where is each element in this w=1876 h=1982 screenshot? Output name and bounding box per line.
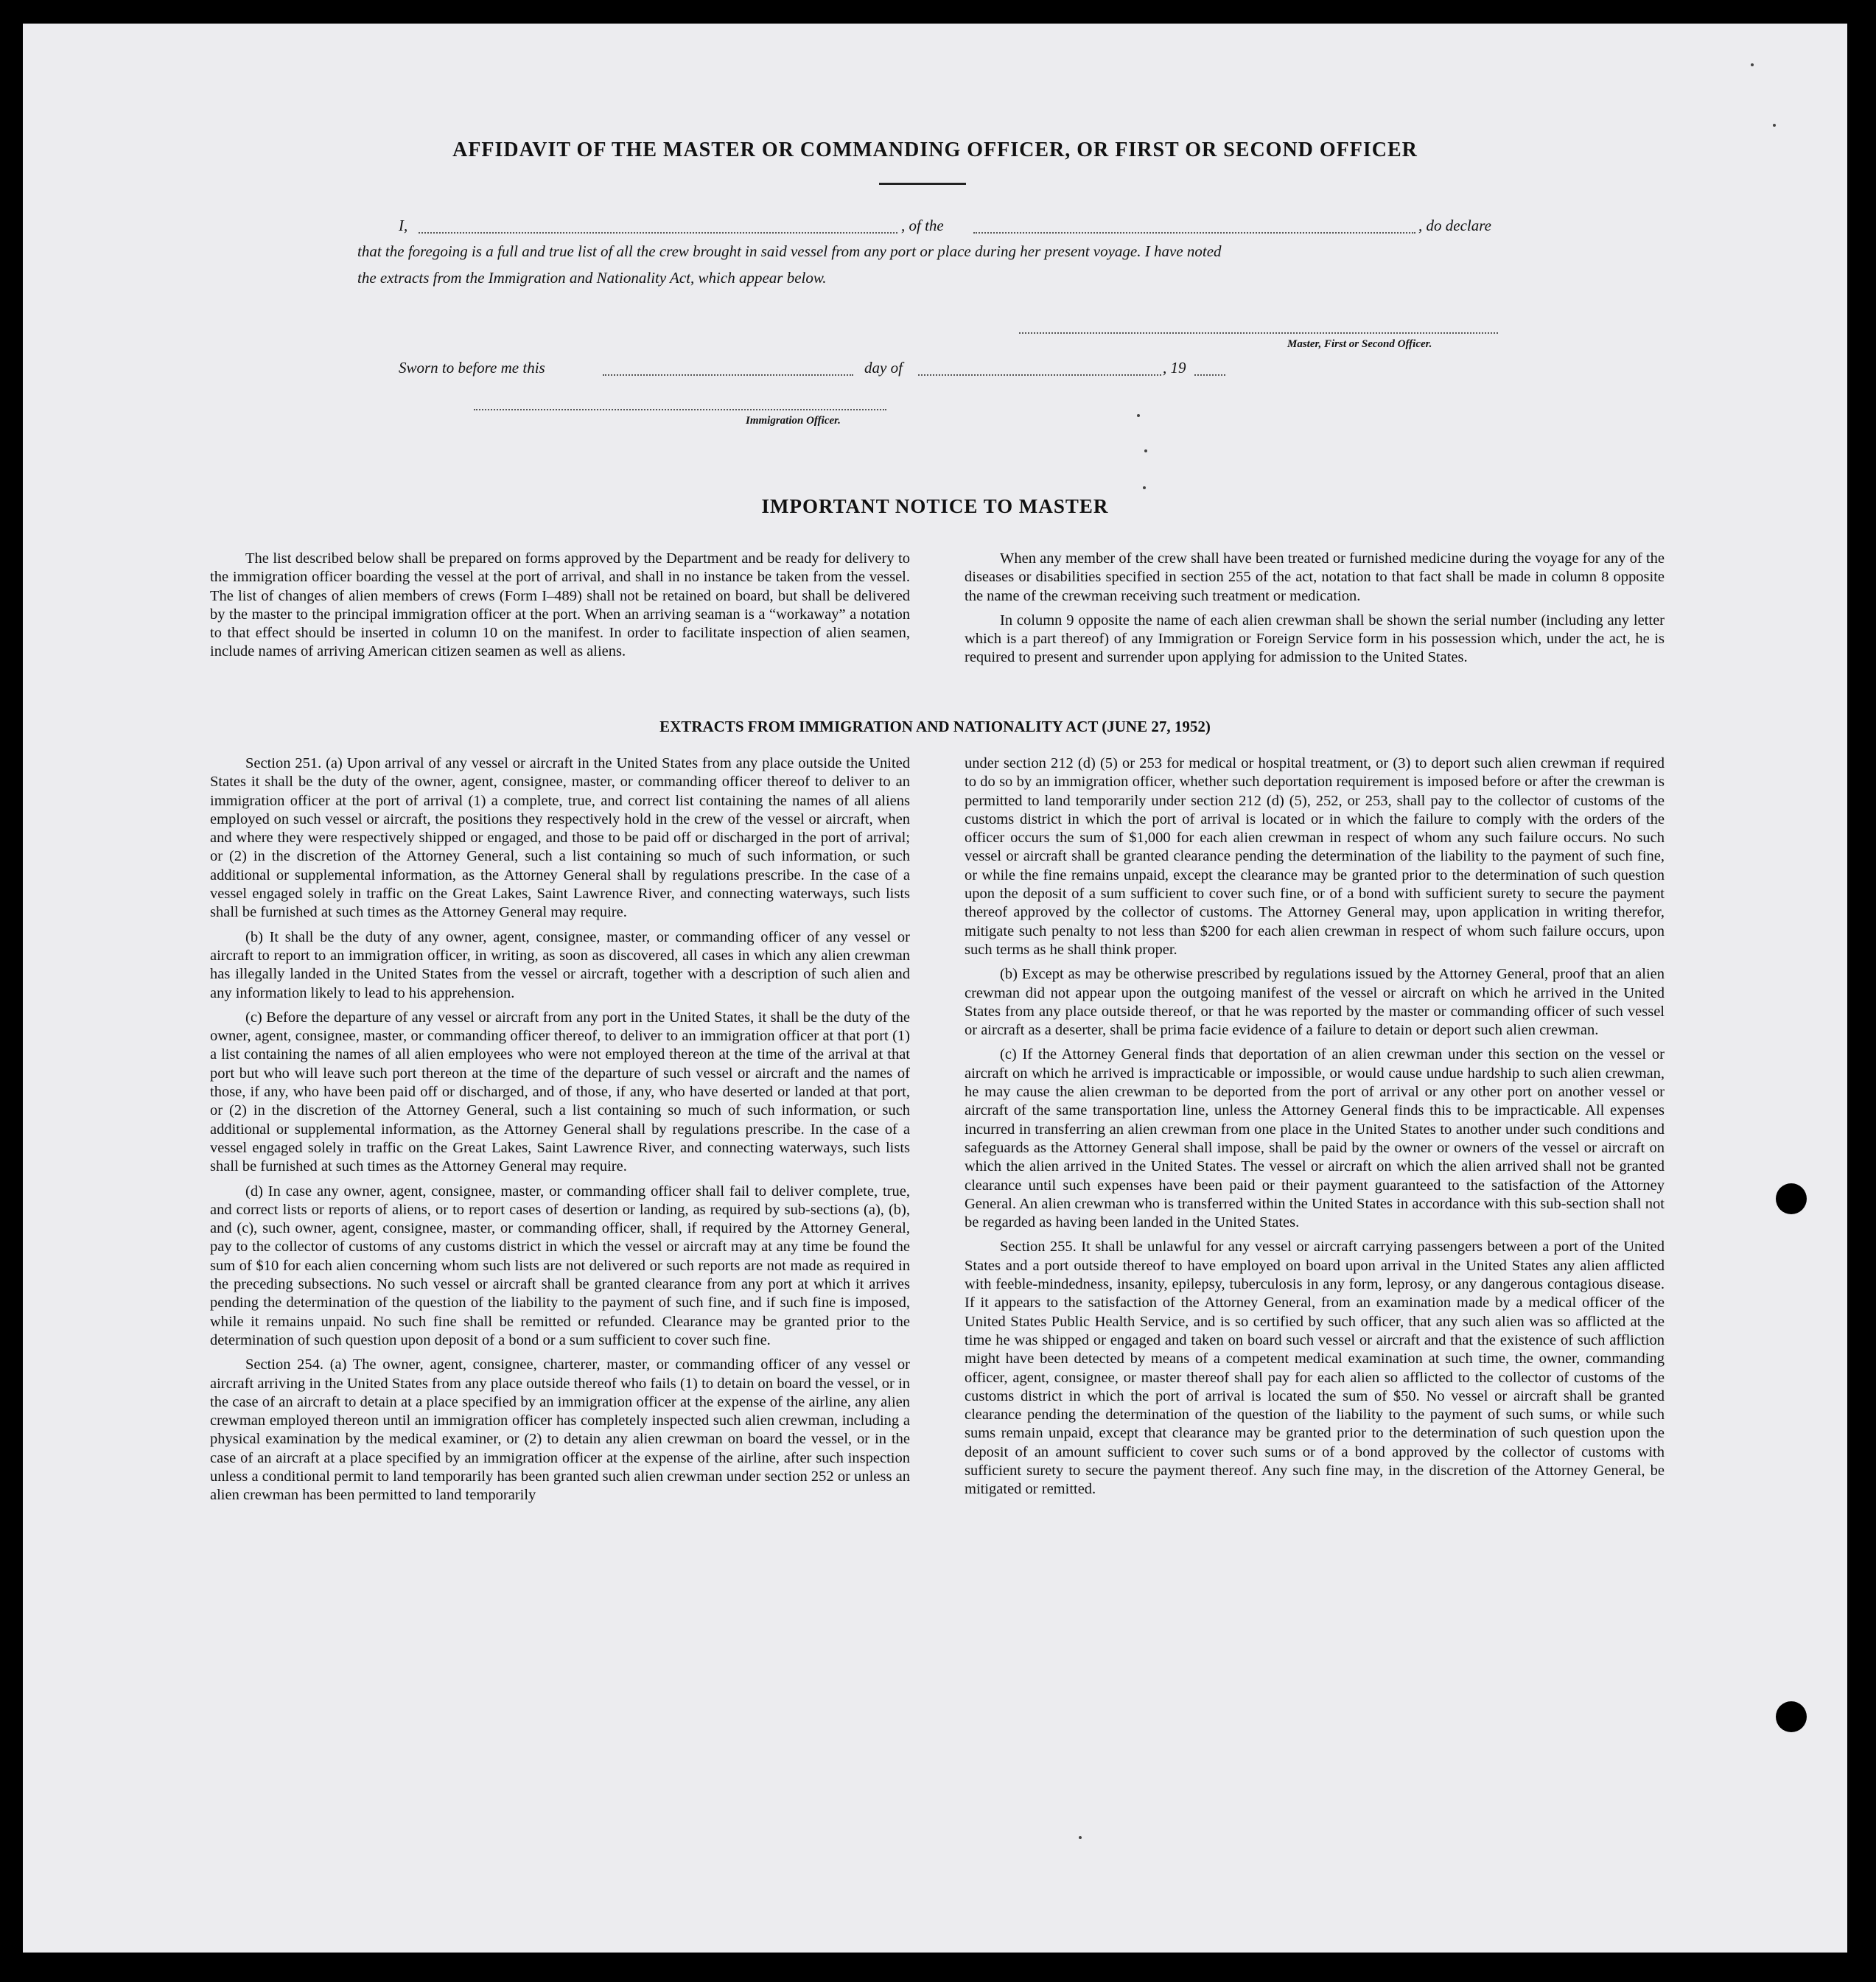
document-page	[23, 24, 1847, 1953]
year-label: , 19	[1163, 359, 1186, 377]
officer-signature-label: Immigration Officer.	[746, 415, 841, 427]
officer-signature-line[interactable]	[474, 409, 886, 410]
sworn-label: Sworn to before me this	[399, 359, 545, 377]
speck	[1144, 449, 1147, 452]
of-the-label: , of the	[901, 217, 944, 234]
section-251d: (d) In case any owner, agent, consignee, master, or commanding officer shall fail to deliver complete, true, and correct lists or reports of aliens, or to report cases of desertion or landing, as required by sub-sections (a), (b), and (c), such owner, agent, consignee, master, or commanding officer, shall, if required by the Attorney General, pay to the collector of customs of any customs district in which the vessel or aircraft may at any time be found the sum of $10 for each alien concerning whom such lists are not delivered or such reports are not made as required in the preceding subsections. No such vessel or aircraft shall be granted clearance from any port at which it arrives pending the determination of the question of the liability to the payment of such fine, and if such fine is imposed, while it remains unpaid. No such fine shall be remitted or refunded. Clearance may be granted prior to the determination of such question upon deposit of a bond or a sum sufficient to cover such fine.	[210, 1183, 910, 1348]
notice-right-paragraph-2: In column 9 opposite the name of each alien crewman shall be shown the serial number (including any letter which is a part thereof) of any Immigration or Foreign Service form in his possession which, under the act, he is required to present and surrender upon applying for admission to the United States.	[965, 612, 1665, 666]
section-251a: Section 251. (a) Upon arrival of any vessel or aircraft in the United States from any place outside the United States it shall be the duty of the owner, agent, consignee, master, or commanding officer thereof to deliver to an immigration officer at the port of arrival (1) a complete, true, and correct list containing the names of all aliens employed on such vessel or aircraft, the positions they respectively hold in the crew of the vessel or aircraft, when and where they were respectively shipped or engaged, and those to be paid off or discharged in the port of arrival; or (2) in the discretion of the Attorney General, such a list containing so much of such information, or such additional or supplemental information, as the Attorney General shall by regulations prescribe. In the case of a vessel engaged solely in traffic on the Great Lakes, Saint Lawrence River, and connecting waterways, such lists shall be furnished at such times as the Attorney General may require.	[210, 755, 910, 921]
punch-hole-bottom	[1776, 1701, 1807, 1732]
vessel-name-field[interactable]	[973, 232, 1415, 234]
notice-left-column	[210, 550, 910, 668]
affidavit-line-2: that the foregoing is a full and true list of all the crew brought in said vessel from any port or place during her present voyage. I have noted	[357, 242, 1222, 260]
affidavit-line-3: the extracts from the Immigration and Nationality Act, which appear below.	[357, 269, 827, 287]
section-254c: (c) If the Attorney General finds that deportation of an alien crewman under this section on the vessel or aircraft on which he arrived is impracticable or impossible, or would cause undue hardship to such alien crewman, he may cause the alien crewman to be deported from the port of arrival or any other port on another vessel or aircraft of the same transportation line, unless the Attorney General finds this to be impracticable. All expenses incurred in transferring an alien crewman from one place in the United States to another under such conditions and safeguards as the Attorney General shall impose, shall be paid by the owner or owners of the vessel or aircraft on which the alien arrived in the United States. The vessel or aircraft on which the alien arrived shall not be granted clearance until such expenses have been paid or their payment guaranteed to the satisfaction of the Attorney General. An alien crewman who is transferred within the United States in accordance with this sub-section shall not be regarded as having been landed in the United States.	[965, 1046, 1665, 1231]
section-251c: (c) Before the departure of any vessel or aircraft from any port in the United States, it shall be the duty of the owner, agent, consignee, master, or commanding officer thereof, to deliver to an immigration officer at that port (1) a list containing the names of all alien employees who were not employed thereon at the time of the arrival at that port but who will leave such port thereon at the time of the departure of such vessel or aircraft and the names of those, if any, who have been paid off or discharged, and of those, if any, who have deserted or landed at that port, or (2) in the discretion of the Attorney General, such a list containing so much of such information, or such additional or supplemental information, as the Attorney General shall by regulations prescribe. In the case of a vessel engaged solely in traffic on the Great Lakes, Saint Lawrence River, and connecting waterways, such lists shall be furnished at such times as the Attorney General may require.	[210, 1009, 910, 1175]
section-254a-continued: under section 212 (d) (5) or 253 for medical or hospital treatment, or (3) to deport such alien crewman if required to do so by an immigration officer, whether such deportation requirement is imposed before or after the crewman is permitted to land temporarily under section 212 (d) (5), 252, or 253, shall pay to the collector of customs of the customs district in which the port of arrival is located or in which the failure to comply with the orders of the officer occurs the sum of $1,000 for each alien crewman in respect of whom any such failure occurs. No such vessel or aircraft shall be granted clearance pending the determination of the liability to the payment of such fine, or while the fine remains unpaid, except the clearance may be granted prior to the determination of such question upon the deposit of a sum sufficient to cover such fine, or of a bond with sufficient surety to secure the payment thereof approved by the collector of customs. The Attorney General may, upon application in writing therefor, mitigate such penalty to not less than $200 for each alien crewman in respect of whom such failure occurs, upon such terms as he shall think proper.	[965, 755, 1665, 958]
extracts-right-column	[965, 754, 1665, 1505]
extracts-left-column	[210, 754, 910, 1511]
extracts-title: EXTRACTS FROM IMMIGRATION AND NATIONALITY ACT (JUNE 27, 1952)	[659, 718, 1211, 735]
notice-left-paragraph: The list described below shall be prepared on forms approved by the Department and be ready for delivery to the immigration officer boarding the vessel at the port of arrival, and shall in no instance be taken from the vessel. The list of changes of alien members of crews (Form I–489) shall not be retained on board, but shall be delivered by the master to the principal immigration officer at the port. When an arriving seaman is a “workaway” a notation to that effect should be inserted in column 10 on the manifest. In order to facilitate inspection of alien seamen, include names of arriving American citizen seamen as well as aliens.	[210, 550, 910, 660]
notice-right-column	[965, 550, 1665, 673]
master-signature-line[interactable]	[1019, 332, 1498, 334]
affiant-prefix: I,	[399, 217, 408, 234]
day-of-label: day of	[864, 359, 903, 377]
master-signature-label: Master, First or Second Officer.	[1287, 338, 1432, 350]
punch-hole-top	[1776, 1183, 1807, 1214]
section-255: Section 255. It shall be unlawful for any vessel or aircraft carrying passengers between a port of the United States and a port outside thereof to have employed on board upon arrival in the United States any alien afflicted with feeble-mindedness, insanity, epilepsy, tuberculosis in any form, leprosy, or any dangerous contagious disease. If it appears to the satisfaction of the Attorney General, from an examination made by a medical officer of the United States Public Health Service, and is so certified by such officer, that any such alien was so afflicted at the time he was shipped or engaged and taken on board such vessel or aircraft and that the existence of such affliction might have been detected by means of a competent medical examination at such time, the owner, commanding officer, agent, consignee, or master thereof shall pay for each alien so afflicted to the collector of customs of the customs district in which the port of arrival is located the sum of $50. No vessel or aircraft shall be granted clearance pending the determination of the question of the liability to the payment of such sums, or while such sums remain unpaid, except that clearance may be granted prior to the determination of such question upon the deposit of an amount sufficient to cover such sums or of a bond approved by the collector of customs with sufficient surety to secure the payment thereof. Any such fine may, in the discretion of the Attorney General, be mitigated or remitted.	[965, 1239, 1665, 1498]
section-254b: (b) Except as may be otherwise prescribed by regulations issued by the Attorney General, proof that an alien crewman did not appear upon the outgoing manifest of the vessel or aircraft on which he arrived in the United States from any place outside thereof, or that he was reported by the master or commanding officer of such vessel or aircraft as a deserter, shall be prima facie evidence of a failure to detain or deport such alien crewman.	[965, 966, 1665, 1039]
speck	[1079, 1836, 1082, 1839]
speck	[1751, 63, 1754, 66]
declare-label: , do declare	[1418, 217, 1491, 234]
speck	[1137, 414, 1140, 417]
section-254a: Section 254. (a) The owner, agent, consignee, charterer, master, or commanding officer of any vessel or aircraft arriving in the United States from any place outside thereof who fails (1) to detain on board the vessel, or in the case of an aircraft to detain at a place specified by an immigration officer at the expense of the airline, any alien crewman employed thereon until an immigration officer has completely inspected such alien crewman, including a physical examination by the medical examiner, or (2) to detain any alien crewman on board the vessel, or in the case of an aircraft at a place specified by an immigration officer at the expense of the airline, after such inspection unless a conditional permit to land temporarily has been granted such alien crewman under section 252 or unless an alien crewman has been permitted to land temporarily	[210, 1356, 910, 1504]
sworn-year-field[interactable]	[1194, 374, 1225, 376]
sworn-day-field[interactable]	[603, 374, 853, 376]
notice-title: IMPORTANT NOTICE TO MASTER	[761, 495, 1109, 517]
speck	[1773, 124, 1776, 127]
affidavit-title: AFFIDAVIT OF THE MASTER OR COMMANDING OFFICER, OR FIRST OR SECOND OFFICER	[452, 139, 1418, 161]
sworn-month-field[interactable]	[918, 374, 1161, 376]
affiant-name-field[interactable]	[419, 232, 897, 234]
speck	[1143, 486, 1146, 489]
section-251b: (b) It shall be the duty of any owner, agent, consignee, master, or commanding officer of any vessel or aircraft to report to an immigration officer, in writing, as soon as discovered, all cases in which any alien crewman has illegally landed in the United States from the vessel or aircraft, together with a description of such alien and any information likely to lead to his apprehension.	[210, 928, 910, 1001]
notice-right-paragraph-1: When any member of the crew shall have been treated or furnished medicine during the voyage for any of the diseases or disabilities specified in section 255 of the act, notation to that fact shall be made in column 8 opposite the name of the crewman receiving such treatment or medication.	[965, 550, 1665, 604]
title-rule	[879, 183, 966, 185]
